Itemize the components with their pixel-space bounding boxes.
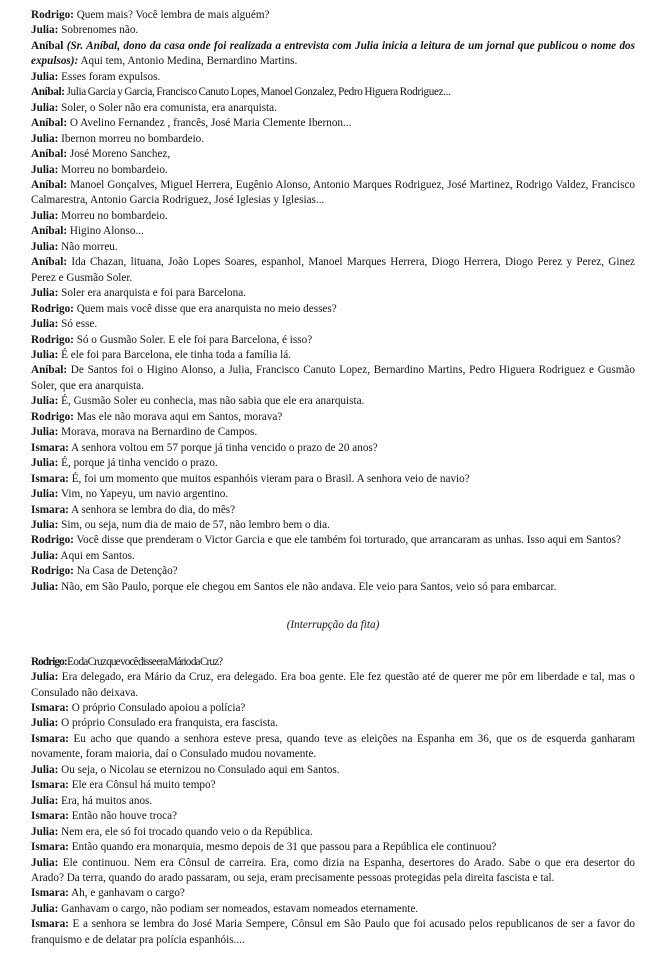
utterance-text: Ida Chazan, lituana, João Lopes Soares, espanhol, Manoel Marques Herrera, Diogo Herrera, Diogo Perez y Perez, Ginez Perez e Gusmão Soler.	[31, 256, 636, 284]
utterance-text: É, foi um momento que muitos espanhóis vieram para o Brasil. A senhora veio de navio?	[71, 472, 470, 485]
speaker-name: Julia:	[31, 132, 59, 145]
dialogue-turn	[31, 425, 635, 440]
utterance-text: Esses foram expulsos.	[61, 70, 161, 83]
speaker-name: Rodrigo:	[31, 9, 74, 21]
dialogue-turn	[31, 286, 635, 301]
utterance-text: Ibernon morreu no bombardeio.	[61, 132, 205, 145]
speaker-name: Julia:	[31, 671, 59, 684]
dialogue-turn	[31, 778, 635, 793]
utterance-text: Então quando era monarquia, mesmo depois de 31 que passou para a República ele continuou?	[71, 841, 497, 854]
speaker-name: Julia:	[31, 518, 59, 531]
dialogue-turn	[31, 363, 635, 394]
speaker-name: Julia:	[31, 902, 59, 915]
utterance-text: E a senhora se lembra do José Maria Sempere, Cônsul em São Paulo que foi acusado pelos republicanos de ser a favor do franquismo e de delatar pra polícia espanhóis....	[31, 918, 635, 946]
dialogue-turn	[31, 163, 635, 178]
utterance-text: Era delegado, era Mário da Cruz, era delegado. Era boa gente. Ele fez questão até de querer me pôr em liberdade e tal, mas o Consulado não deixava.	[31, 671, 636, 699]
dialogue-turn	[31, 317, 635, 332]
dialogue-turn	[31, 116, 635, 131]
speaker-name: Ismara:	[31, 732, 69, 745]
dialogue-turn	[31, 456, 635, 471]
utterance-text: É ele foi para Barcelona, ele tinha toda a família lá.	[61, 348, 292, 361]
speaker-name: Ismara:	[31, 472, 69, 485]
speaker-name: Rodrigo:	[31, 302, 74, 315]
speaker-name: Julia:	[31, 549, 59, 562]
utterance-text: Sim, ou seja, num dia de maio de 57, não lembro bem o dia.	[61, 518, 330, 531]
speaker-name: Julia:	[31, 287, 59, 300]
dialogue-turn	[31, 533, 635, 548]
utterance-text: O próprio Consulado apoiou a polícia?	[71, 702, 246, 715]
utterance-text: Sobrenomes não.	[61, 24, 139, 37]
dialogue-turn	[31, 39, 635, 70]
speaker-name: Julia:	[31, 488, 59, 501]
editorial-note: (Sr. Aníbal, dono da casa onde foi realizada a entrevista com Julia inicia a leitura de um jornal que publicou o nome dos expulsos):	[31, 39, 636, 68]
dialogue-turn	[31, 655, 635, 670]
dialogue-turn	[31, 564, 635, 579]
dialogue-turn	[31, 518, 635, 533]
speaker-name: Julia:	[31, 763, 59, 776]
spacer	[31, 595, 635, 618]
speaker-name: Ismara:	[31, 702, 69, 715]
dialogue-turn	[31, 441, 635, 456]
utterance-text: É, Gusmão Soler eu conhecia, mas não sabia que ele era anarquista.	[61, 395, 365, 408]
speaker-name: Rodrigo:	[31, 534, 74, 547]
dialogue-turn	[31, 224, 635, 239]
speaker-name: Julia:	[31, 457, 59, 470]
utterance-text: Ou seja, o Nicolau se eternizou no Consulado aqui em Santos.	[61, 763, 340, 776]
speaker-name: Julia:	[31, 24, 59, 37]
utterance-text: A senhora se lembra do dia, do mês?	[71, 503, 236, 516]
speaker-name: Ismara:	[31, 918, 69, 931]
speaker-name: Julia:	[31, 348, 59, 361]
dialogue-turn	[31, 809, 635, 824]
dialogue-turn	[31, 101, 635, 116]
utterance-text: Não morreu.	[61, 240, 118, 253]
speaker-name: Julia:	[31, 70, 59, 83]
speaker-name: Ismara:	[31, 887, 69, 900]
speaker-name: Aníbal:	[31, 86, 65, 99]
dialogue-turn	[31, 333, 635, 348]
speaker-name: Ismara:	[31, 441, 69, 454]
utterance-text: Morava, morava na Bernardino de Campos.	[61, 426, 258, 439]
speaker-name: Ismara:	[31, 841, 69, 854]
speaker-name: Julia:	[31, 426, 59, 439]
speaker-name: Ismara:	[31, 779, 69, 792]
speaker-name: Aníbal	[31, 39, 64, 52]
speaker-name: Julia:	[31, 395, 59, 408]
utterance-text: Nem era, ele só foi trocado quando veio o da República.	[61, 825, 313, 838]
utterance-text: Era, há muitos anos.	[61, 794, 153, 807]
utterance-text: Então não houve troca?	[71, 810, 178, 823]
speaker-name: Aníbal:	[31, 178, 68, 191]
utterance-text: Aqui tem, Antonio Medina, Bernardino Martins.	[80, 55, 298, 68]
speaker-name: Julia:	[31, 717, 59, 730]
speaker-name: Ismara:	[31, 503, 69, 516]
dialogue-turn	[31, 70, 635, 85]
utterance-text: Mas ele não morava aqui em Santos, morava?	[76, 410, 283, 423]
dialogue-turn	[31, 147, 635, 162]
dialogue-turn	[31, 209, 635, 224]
transcript-section-1	[31, 8, 635, 595]
dialogue-turn	[31, 763, 635, 778]
utterance-text: Vim, no Yapeyu, um navio argentino.	[60, 488, 229, 501]
dialogue-turn	[31, 255, 635, 286]
dialogue-turn	[31, 132, 635, 147]
speaker-name: Julia:	[31, 240, 59, 253]
utterance-text: Só esse.	[61, 318, 98, 331]
dialogue-turn	[31, 917, 635, 948]
dialogue-turn	[31, 410, 635, 425]
speaker-name: Aníbal:	[31, 225, 68, 238]
speaker-name: Julia:	[31, 163, 59, 176]
utterance-text: E o da Cruz que você disse era Mário da Cruz?	[67, 655, 223, 668]
dialogue-turn	[31, 580, 635, 595]
dialogue-turn	[31, 716, 635, 731]
speaker-name: Aníbal:	[31, 117, 68, 130]
dialogue-turn	[31, 840, 635, 855]
dialogue-turn	[31, 240, 635, 255]
speaker-name: Julia:	[31, 318, 59, 331]
dialogue-turn	[31, 472, 635, 487]
utterance-text: Morreu no bombardeio.	[61, 163, 168, 176]
speaker-name: Julia:	[31, 209, 59, 222]
utterance-text: Ganhavam o cargo, não podiam ser nomeados, estavam nomeados eternamente.	[61, 902, 419, 915]
speaker-name: Rodrigo:	[31, 333, 74, 346]
speaker-name: Rodrigo:	[31, 655, 67, 668]
utterance-text: De Santos foi o Higino Alonso, a Julia, Francisco Canuto Lopez, Bernardino Martins, Pedro Higuera Rodriguez e Gusmão Soler, que era anarquista.	[31, 364, 635, 392]
dialogue-turn	[31, 85, 635, 100]
dialogue-turn	[31, 670, 635, 701]
dialogue-turn	[31, 503, 635, 518]
speaker-name: Julia:	[31, 101, 59, 114]
transcript-section-2	[31, 655, 635, 949]
dialogue-turn	[31, 856, 635, 887]
speaker-name: Rodrigo:	[31, 410, 74, 423]
utterance-text: Soler, o Soler não era comunista, era anarquista.	[61, 101, 277, 114]
utterance-text: É, porque já tinha vencido o prazo.	[61, 457, 218, 470]
utterance-text: Ah, e ganhavam o cargo?	[71, 887, 185, 900]
speaker-name: Rodrigo:	[31, 565, 74, 578]
utterance-text: Só o Gusmão Soler. E ele foi para Barcelona, é isso?	[76, 333, 313, 346]
utterance-text: José Moreno Sanchez,	[69, 148, 171, 161]
speaker-name: Aníbal:	[31, 148, 68, 161]
utterance-text: Julia Garcia y Garcia, Francisco Canuto Lopes, Manoel Gonzalez, Pedro Higuera Rodriguez...	[66, 86, 451, 99]
spacer	[31, 634, 635, 655]
utterance-text: Na Casa de Detenção?	[76, 565, 178, 578]
utterance-text: Ele continuou. Nem era Cônsul de carreira. Era, como dizia na Espanha, desertores do Arado. Sabe o que era desertor do Arado? Da terra, quando do arado passaram, ou seja, eram precisamente pessoas protegidas pela direita fascista e tal.	[31, 856, 636, 885]
dialogue-turn	[31, 549, 635, 564]
speaker-name: Aníbal:	[31, 256, 68, 269]
utterance-text: Quem mais? Você lembra de mais alguém?	[76, 9, 270, 21]
dialogue-turn	[31, 8, 635, 23]
dialogue-turn	[31, 701, 635, 716]
speaker-name: Julia:	[31, 794, 59, 807]
utterance-text: Higino Alonso...	[69, 225, 144, 238]
dialogue-turn	[31, 886, 635, 901]
speaker-name: Julia:	[31, 856, 59, 869]
dialogue-turn	[31, 394, 635, 409]
utterance-text: Eu acho que quando a senhora esteve presa, quando teve as eleições na Espanha em 36, que os de esquerda ganharam novamente, foram maioria, daí o Consulado mudou novamente.	[31, 732, 635, 761]
speaker-name: Aníbal:	[31, 364, 68, 377]
utterance-text: Não, em São Paulo, porque ele chegou em Santos ele não andava. Ele veio para Santos, veio só para embarcar.	[61, 580, 557, 593]
dialogue-turn	[31, 487, 635, 502]
dialogue-turn	[31, 302, 635, 317]
dialogue-turn	[31, 178, 635, 209]
utterance-text: Ele era Cônsul há muito tempo?	[71, 779, 216, 792]
dialogue-turn	[31, 794, 635, 809]
speaker-name: Ismara:	[31, 810, 69, 823]
dialogue-turn	[31, 23, 635, 38]
utterance-text: Manoel Gonçalves, Miguel Herrera, Eugênio Alonso, Antonio Marques Rodriguez, José Martinez, Rodrigo Valdez, Francisco Calmarestra, Antonio Garcia Rodriguez, José Iglesias y Iglesias...	[31, 178, 636, 207]
utterance-text: Você disse que prenderam o Victor Garcia e que ele também foi torturado, que arrancaram as unhas. Isso aqui em Santos?	[76, 534, 621, 547]
tape-interruption-note: (Interrupção da fita)	[286, 619, 380, 632]
dialogue-turn	[31, 825, 635, 840]
dialogue-turn	[31, 902, 635, 917]
dialogue-turn	[31, 732, 635, 763]
utterance-text: Quem mais você disse que era anarquista no meio desses?	[76, 302, 337, 315]
dialogue-turn	[31, 348, 635, 363]
utterance-text: O Avelino Fernandez , francês, José Maria Clemente Ibernon...	[69, 117, 352, 130]
utterance-text: A senhora voltou em 57 porque já tinha vencido o prazo de 20 anos?	[71, 441, 378, 454]
utterance-text: Soler era anarquista e foi para Barcelona.	[61, 287, 246, 300]
speaker-name: Julia:	[31, 825, 59, 838]
utterance-text: O próprio Consulado era franquista, era fascista.	[61, 717, 278, 730]
utterance-text: Morreu no bombardeio.	[61, 209, 168, 222]
speaker-name: Julia:	[31, 580, 59, 593]
utterance-text: Aqui em Santos.	[60, 549, 135, 562]
